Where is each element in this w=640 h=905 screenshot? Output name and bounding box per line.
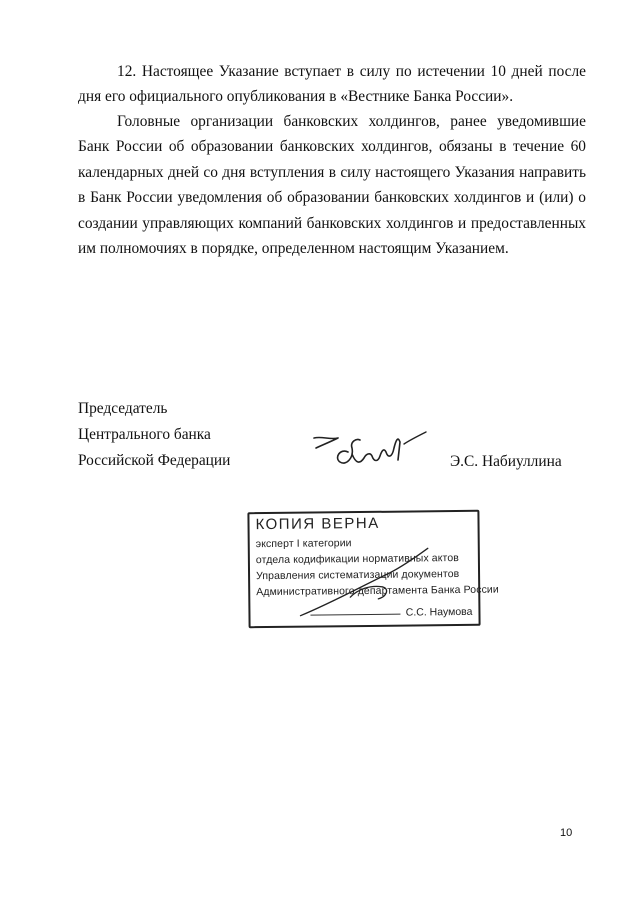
stamp-line: отдела кодификации нормативных актов <box>255 552 459 567</box>
stamp-title: КОПИЯ ВЕРНА <box>255 514 380 534</box>
paragraph-12 <box>78 59 586 110</box>
signatory-title-line: Председатель <box>78 400 168 417</box>
stamp-line: Административного департамента Банка России <box>256 583 499 599</box>
stamp-line: эксперт I категории <box>255 537 352 551</box>
stamp-line: Управления систематизации документов <box>256 568 460 583</box>
signatory-title <box>78 396 230 474</box>
handwritten-signature <box>300 418 440 484</box>
copy-certified-stamp <box>247 510 499 628</box>
signatory-title-line: Российской Федерации <box>78 452 231 469</box>
page-number: 10 <box>560 827 573 839</box>
signatory-name: Э.С. Набиуллина <box>450 453 562 470</box>
stamp-signature-scribble <box>290 542 441 624</box>
paragraph-text: 12. Настоящее Указание вступает в силу по истечении 10 дней после дня его официального опубликования в «Вестнике Банка России». <box>78 63 586 106</box>
paragraph-holding-notice <box>78 109 586 261</box>
signatory-title-line: Центрального банка <box>78 426 211 443</box>
paragraph-text: Головные организации банковских холдингов, ранее уведомившие Банк России об образовании банковских холдингов, обязаны в течение 60 календарных дней со дня вступления в силу настоящего Указания направить в Банк России уведомления об образовании банковских холдингов и (или) о создании управляющих компаний банковских холдингов и предоставленных им полномочиях в порядке, определенном настоящим Указанием. <box>78 113 586 258</box>
stamp-signer: С.С. Наумова <box>405 605 473 619</box>
